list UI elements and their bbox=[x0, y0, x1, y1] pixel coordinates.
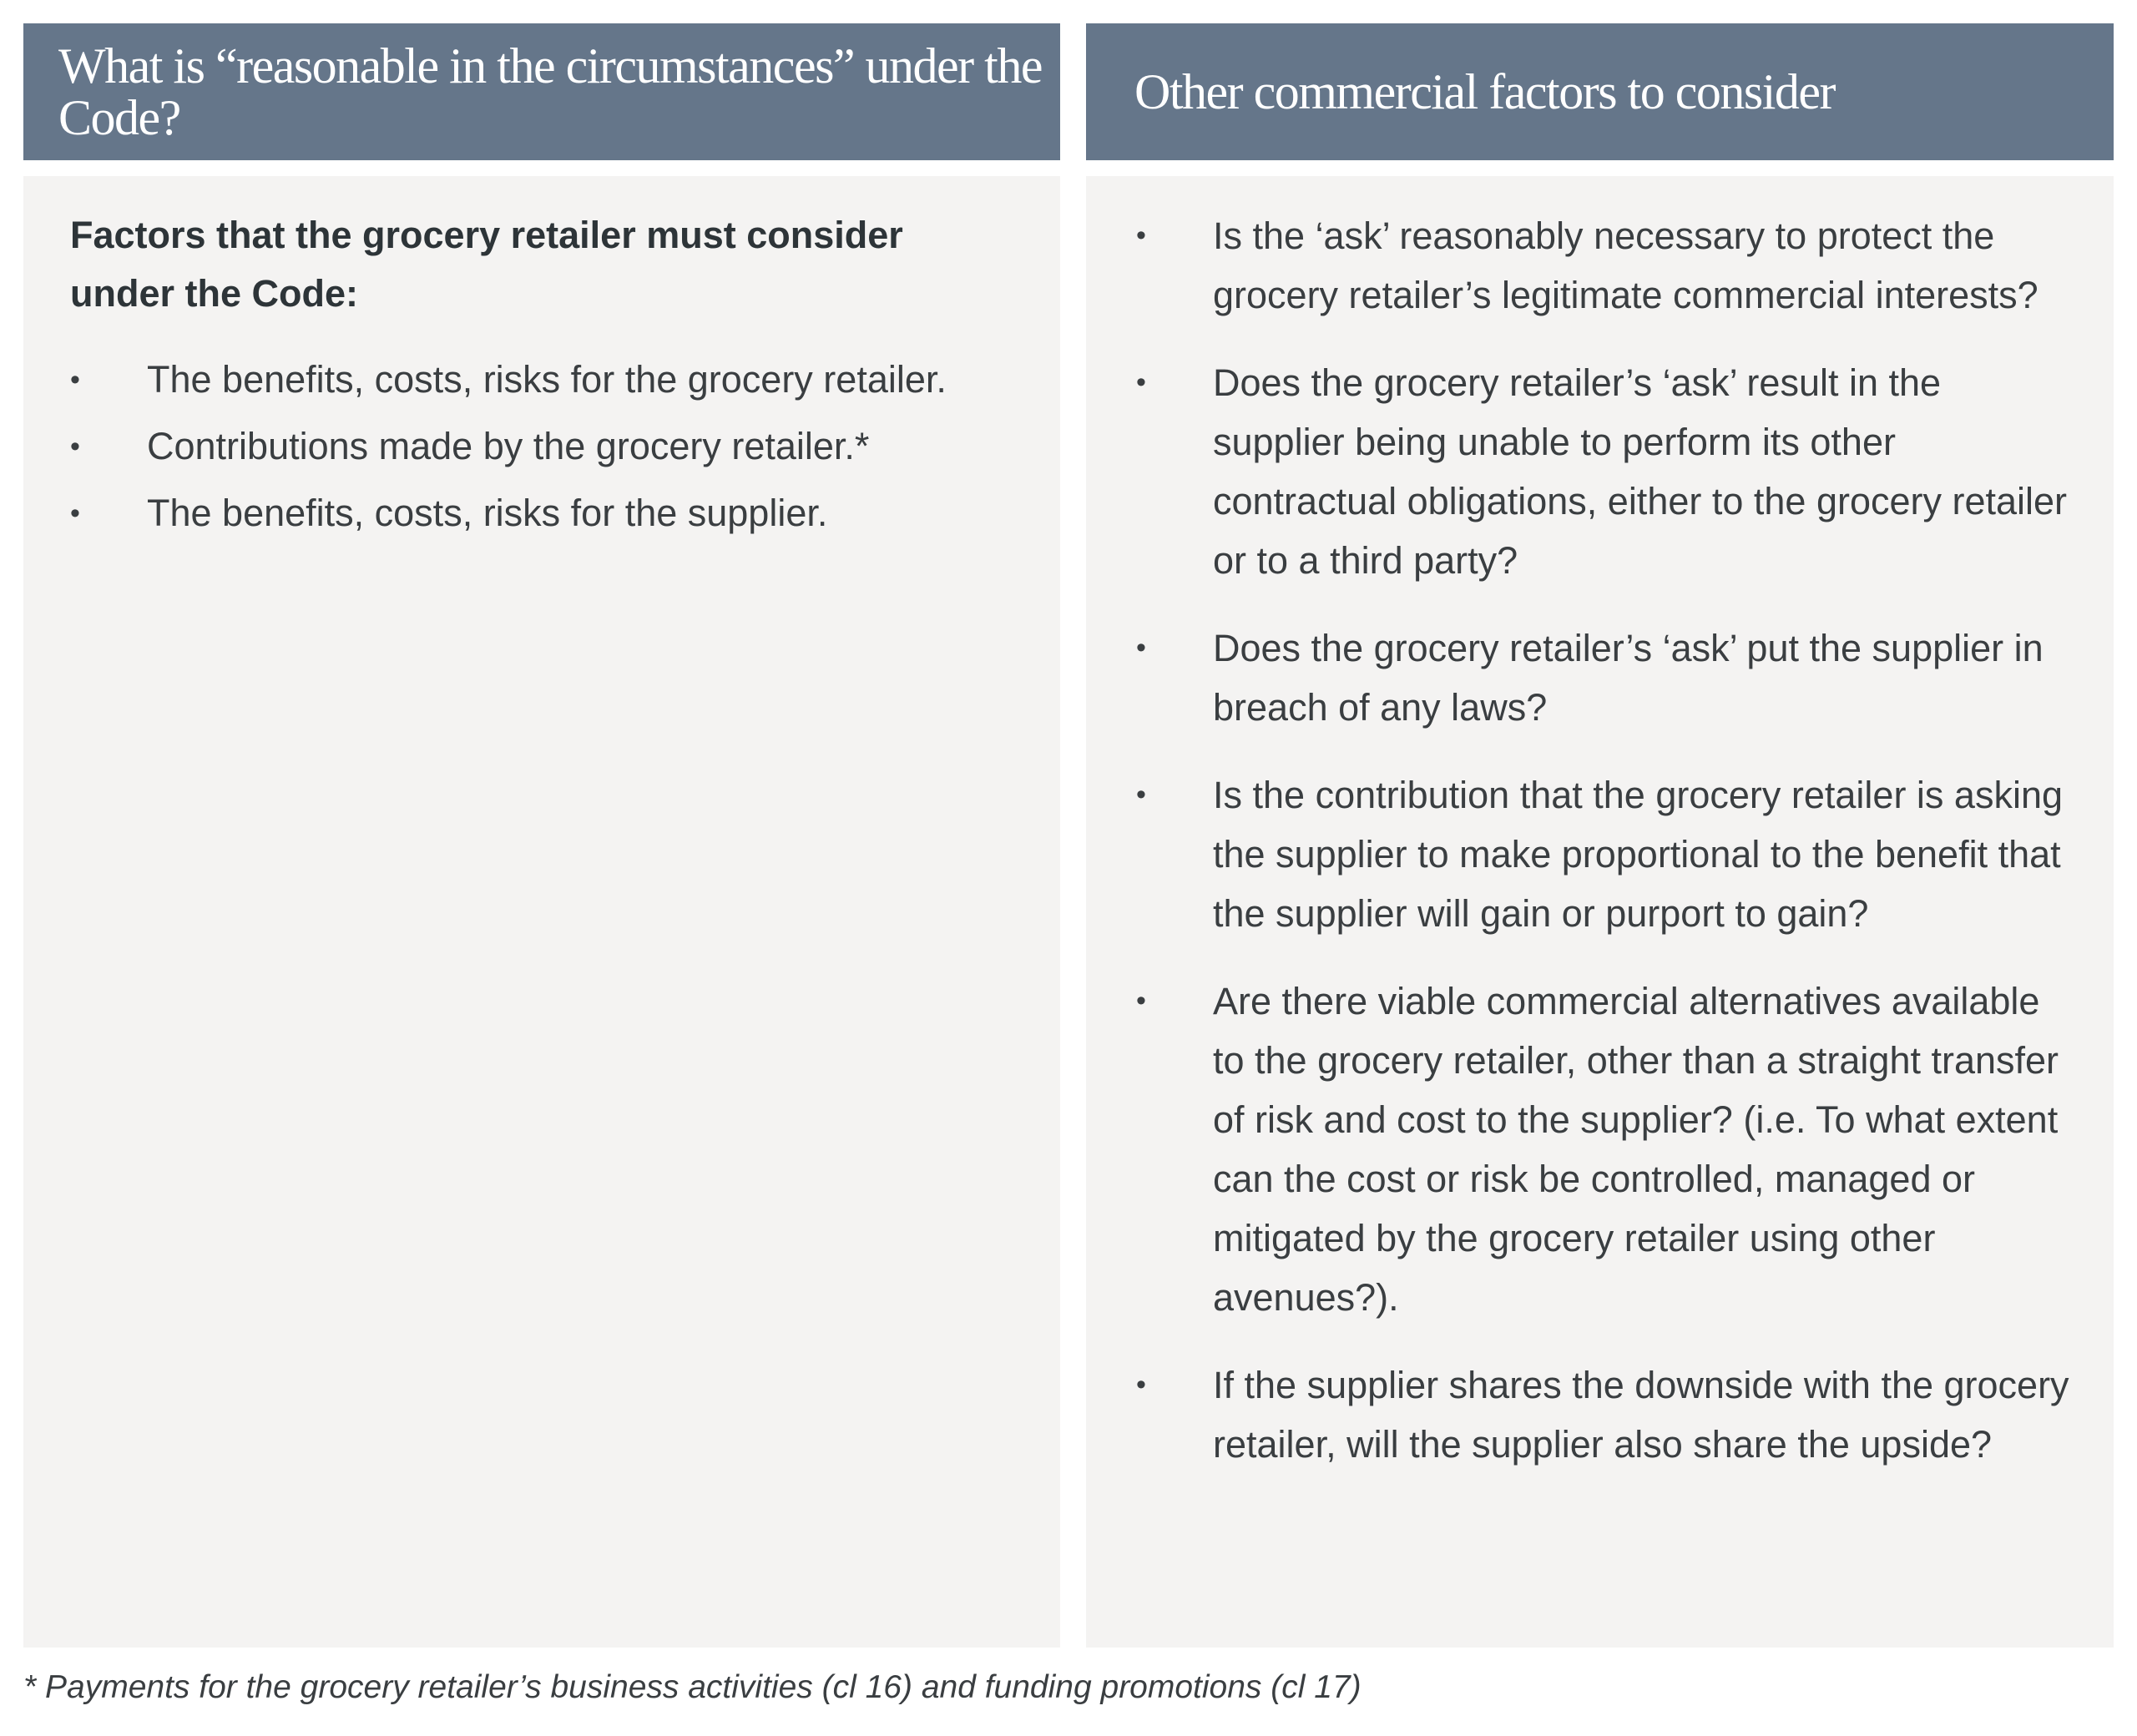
list-item-text: Does the grocery retailer’s ‘ask’ put the supplier in breach of any laws? bbox=[1213, 627, 2044, 729]
list-item bbox=[70, 480, 1010, 547]
bullet-icon: • bbox=[70, 497, 80, 529]
list-item-text: Contributions made by the grocery retailer.* bbox=[147, 425, 870, 467]
left-column-header bbox=[23, 23, 1060, 160]
left-column-title: What is “reasonable in the circumstances” under the Code? bbox=[58, 38, 1042, 145]
left-factor-list bbox=[70, 346, 1010, 547]
list-item bbox=[70, 413, 1010, 480]
right-column-panel bbox=[1086, 176, 2114, 1648]
left-column-panel bbox=[23, 176, 1060, 1648]
list-item bbox=[1136, 971, 2080, 1327]
bullet-icon: • bbox=[1136, 366, 1146, 398]
list-item-text: If the supplier shares the downside with the grocery retailer, will the supplier also share the upside? bbox=[1213, 1364, 2069, 1466]
list-item bbox=[1136, 353, 2080, 590]
list-item-text: The benefits, costs, risks for the supplier. bbox=[147, 492, 828, 534]
list-item bbox=[1136, 206, 2080, 325]
right-factor-list bbox=[1136, 206, 2080, 1474]
list-item-text: Are there viable commercial alternatives available to the grocery retailer, other than a straight transfer of risk and cost to the supplier? (i.e. To what extent can the cost or risk be controlled, managed or mitigated by the grocery retailer using other avenues?). bbox=[1213, 980, 2059, 1319]
footnote: * Payments for the grocery retailer’s business activities (cl 16) and funding promotions (cl 17) bbox=[23, 1669, 1362, 1705]
bullet-icon: • bbox=[70, 364, 80, 396]
bullet-icon: • bbox=[1136, 779, 1146, 810]
list-item bbox=[1136, 765, 2080, 943]
list-item bbox=[70, 346, 1010, 413]
left-column-subheading: Factors that the grocery retailer must consider under the Code: bbox=[70, 214, 903, 315]
bullet-icon: • bbox=[1136, 220, 1146, 251]
bullet-icon: • bbox=[1136, 985, 1146, 1017]
list-item-text: Is the contribution that the grocery retailer is asking the supplier to make proportional to the benefit that the supplier will gain or purport to gain? bbox=[1213, 774, 2064, 935]
right-column-title: Other commercial factors to consider bbox=[1134, 64, 1835, 119]
bullet-icon: • bbox=[1136, 632, 1146, 664]
list-item-text: Does the grocery retailer’s ‘ask’ result in the supplier being unable to perform its other contractual obligations, either to the grocery retailer or to a third party? bbox=[1213, 361, 2068, 582]
list-item bbox=[1136, 618, 2080, 737]
list-item bbox=[1136, 1355, 2080, 1474]
bullet-icon: • bbox=[70, 431, 80, 462]
list-item-text: Is the ‘ask’ reasonably necessary to protect the grocery retailer’s legitimate commercial interests? bbox=[1213, 214, 2038, 316]
bullet-icon: • bbox=[1136, 1369, 1146, 1400]
list-item-text: The benefits, costs, risks for the grocery retailer. bbox=[147, 358, 947, 401]
right-column-header bbox=[1086, 23, 2114, 160]
